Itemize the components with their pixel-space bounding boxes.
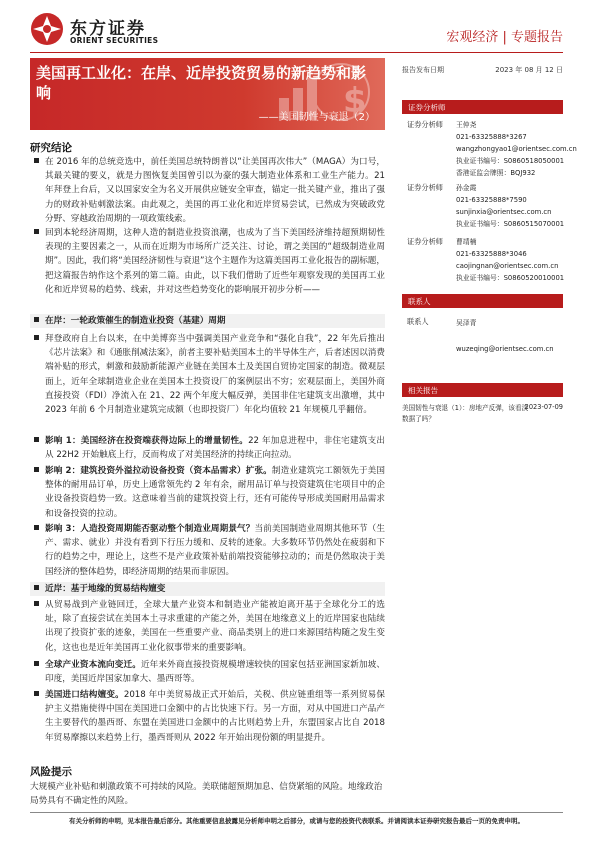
report-subtitle: ——美国韧性与衰退（2） <box>258 112 375 123</box>
contact-name: 吴泽青 <box>456 319 477 327</box>
impact-1: 影响 1：美国经济在投资端获得边际上的增量韧性。22 年加息进程中，非住宅建筑支出从 22H2 开始触底上行，反而构成了对美国经济的持续正向拉动。 <box>30 434 385 462</box>
analyst-role: 证券分析师 <box>407 120 443 129</box>
onshore-heading: 在岸：一轮政策催生的制造业投资（基建）周期 <box>30 314 385 328</box>
analyst-phone: 021-63325888*3267 <box>456 133 527 141</box>
analyst-cert: 执业证书编号：S0860515070001 <box>456 220 565 228</box>
analyst-name: 王仲尧 <box>456 121 477 129</box>
title-banner <box>30 58 385 130</box>
contacts-section-title: 联系人 <box>408 297 431 306</box>
summary-paragraph-7: 从贸易战到产业链回迁，全球大量产业资本和制造业产能被迫离开基于全球化分工的选址，除了直接尝试在美国本土寻求重建的产能之外，美国在地缘意义上的近岸国家也陆续出现了投资扩张的迹象，美国在一些重要产业、商品类别上的进口来源国结构随之发生变化，这也也是近年美国再工业化叙事带来的重要影响。 <box>30 598 385 655</box>
related-reports-bar <box>402 383 563 397</box>
bullet-icon <box>34 601 39 606</box>
risk-heading: 风险提示 <box>30 766 72 778</box>
contacts-section-bar <box>402 294 563 308</box>
report-date-label: 报告发布日期 <box>402 66 444 74</box>
bullet-icon <box>34 317 39 322</box>
related-report-date: 2023-07-09 <box>524 403 563 411</box>
summary-paragraph-1: 在 2016 年的总统竞选中，前任美国总统特朗普以“让美国再次伟大”（MAGA）为口号，其最关键的要义，就是力图恢复美国曾引以为豪的强大制造业体系和工业生产能力。21 年拜登上台后，又以国家安全为名义开展供应链安全审查，锚定一批关键产业，推出了强力的财政补贴刺激法案。由此观之，美国的再工业化和近岸贸易尝试，已然成为突破政党分野、穿越政治周期的一项政策线索。 <box>30 155 385 226</box>
analyst-cert: 执业证书编号：S0860520010001 <box>456 274 565 282</box>
related-report-link[interactable]: 美国韧性与衰退（1）：房地产反弹，该看淡数据了吗？ <box>402 404 529 423</box>
analyst-cert: 执业证书编号：S0860518050001 <box>456 157 565 165</box>
impact-3: 影响 3：人造投资周期能否驱动整个制造业周期景气？当前美国制造业周期其他环节（生产、需求、就业）并没有看到下行压力缓和、反转的迹象。大多数环节仍然处在疲弱和下行的趋势之中，理论上，这些不是产业政策补贴前端投资能够拉动的；而是仍然取决于美国经济的整体趋势，即经济周期的结果而非原因。 <box>30 522 385 579</box>
footer-divider <box>30 812 563 813</box>
analyst-phone: 021-63325888*7590 <box>456 196 527 204</box>
import-structure-point: 美国进口结构嬗变。2018 年中美贸易战正式开始后，关税、供应链重组等一系列贸易保护主义措施使得中国在美国进口金额中的占比快速下行。另一方面，对从中国进口产品产生主要替代的墨西哥、东盟在美国进口金额中的占比则趋势上升，东盟国家占比自 2018 年贸易摩擦以来趋势上行，墨西哥则从 2022 年开始出现份额的明显提升。 <box>30 688 385 745</box>
analyst-phone: 021-63325888*3046 <box>456 250 527 258</box>
bullet-icon <box>34 585 39 590</box>
analyst-email[interactable]: caojingnan@orientsec.com.cn <box>456 262 559 270</box>
bullet-icon <box>34 335 39 340</box>
summary-paragraph-2: 回到本轮经济周期，这种人造的制造业投资浪潮，也成为了当下美国经济维持超预期韧性表现的主要因素之一，从而在近期为市场所广泛关注、讨论，谓之美国的“超级制造业周期”。因此，我们将“美国经济韧性与衰退”这个主题作为这篇美国再工业化报告的副标题，把这篇报告纳作这个系列的第二篇。由此，以下我们借助了近些年观察发现的美国再工业化和近岸贸易的趋势、线索，并对这些趋势变化的影响展开初步分析—— <box>30 226 385 297</box>
summary-heading: 研究结论 <box>30 142 72 154</box>
logo-chinese-name: 东方证券 <box>70 19 146 39</box>
bullet-icon <box>34 158 39 163</box>
bullet-icon <box>34 691 39 696</box>
analyst-name: 曹靖楠 <box>456 238 477 246</box>
logo-english-name: ORIENT SECURITIES <box>70 36 159 45</box>
contact-role: 联系人 <box>407 317 429 326</box>
analyst-email[interactable]: wangzhongyao1@orientsec.com.cn <box>456 145 577 153</box>
analyst-role: 证券分析师 <box>407 237 443 246</box>
capital-flow-point: 全球产业资本流向变迁。近年来外商直接投资规模增速较快的国家包括亚洲国家新加坡、印度，美国近岸国家加拿大、墨西哥等。 <box>30 658 385 686</box>
risk-text: 大规模产业补贴和刺激政策不可持续的风险。美联储超预期加息、信贷紧缩的风险。地缘政治局势具有不确定性的风险。 <box>30 782 383 806</box>
document-type: 宏观经济 | 专题报告 <box>446 30 563 45</box>
footer-disclaimer: 有关分析师的申明，见本报告最后部分。其他重要信息披露见分析师申明之后部分，或请与您的投资代表联系。并请阅读本证券研究报告最后一页的免责申明。 <box>69 817 524 825</box>
bullet-icon <box>34 661 39 666</box>
report-date: 2023 年 08 月 12 日 <box>495 66 563 74</box>
bullet-icon <box>34 525 39 530</box>
logo <box>30 12 170 46</box>
analyst-role: 证券分析师 <box>407 183 443 192</box>
analyst-name: 孙金霞 <box>456 184 477 192</box>
summary-paragraph-3: 拜登政府自上台以来，在中美博弈当中强调美国产业竞争和“强化自我”，22 年先后推出《芯片法案》和《通胀削减法案》，前者主要补贴美国本土的半导体生产，后者述因以消费端补贴的形式，刺激和鼓励新能源产业链在美国本土及美国自贸协定国家的制造。微观层面上，近年全球制造业企业在美国本土投资设厂的案例层出不穷；宏观层面上，美国外商直接投资（FDI）净流入在 21、22 两个年度大幅反弹，美国非住宅建筑支出激增，其中 2023 年前 6 个月制造业建筑完成额（也即投资厂）年化均值较 21 年规模几乎翻倍。 <box>30 332 385 417</box>
related-reports-title: 相关报告 <box>408 386 438 395</box>
nearshore-heading: 近岸：基于地缘的贸易结构嬗变 <box>30 582 385 596</box>
svg-text:$: $ <box>343 81 367 121</box>
analysts-section-title: 证券分析师 <box>408 103 446 112</box>
analyst-license: 香港证监会牌照：BQJ932 <box>456 169 536 177</box>
report-title: 美国再工业化：在岸、近岸投资贸易的新趋势和影响 <box>36 64 367 102</box>
bullet-icon <box>34 467 39 472</box>
analyst-email[interactable]: sunjinxia@orientsec.com.cn <box>456 208 552 216</box>
header-divider <box>30 52 563 53</box>
analysts-section-bar <box>402 100 563 114</box>
bullet-icon <box>34 229 39 234</box>
contact-email[interactable]: wuzeqing@orientsec.com.cn <box>456 345 554 353</box>
orient-securities-logo-icon <box>30 12 64 46</box>
bullet-icon <box>34 437 39 442</box>
impact-2: 影响 2：建筑投资外溢拉动设备投资（资本品需求）扩张。制造业建筑完工额领先于美国整体的耐用品订单，历史上通常领先约 2 年有余，耐用品订单与投资建筑住宅项目中的企业设备投资趋势一致。这意味着当前的建筑投资上行，还有可能传导形成美国耐用品需求和设备投资的拉动。 <box>30 464 385 521</box>
